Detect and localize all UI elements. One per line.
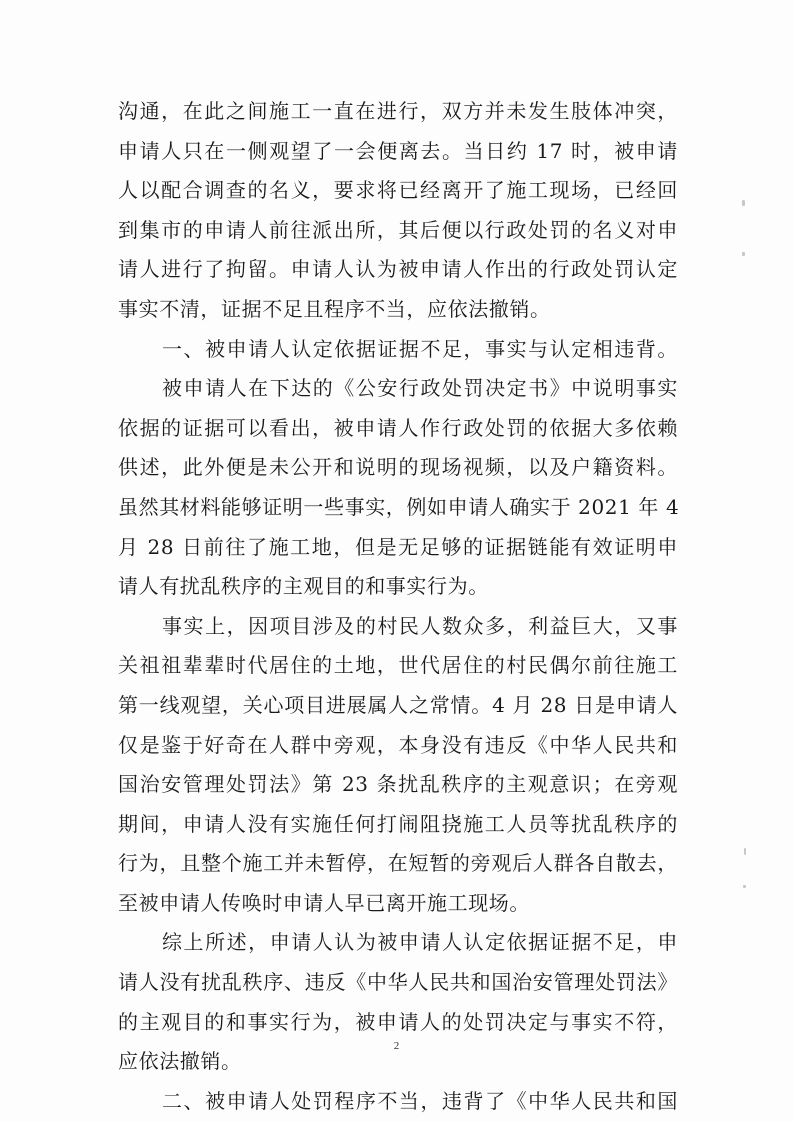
text-line: 虽然其材料能够证明一些事实，例如申请人确实于 2021 年 4 bbox=[118, 494, 680, 519]
text-line: 的主观目的和事实行为，被申请人的处罚决定与事实不符， bbox=[118, 1009, 678, 1034]
text-line: 请人有扰乱秩序的主观目的和事实行为。 bbox=[118, 574, 489, 599]
page-number: 2 bbox=[393, 1040, 400, 1052]
text-line: 依据的证据可以看出，被申请人作行政处罚的依据大多依赖 bbox=[118, 415, 678, 440]
text-line: 国治安管理处罚法》第 23 条扰乱秩序的主观意识；在旁观 bbox=[118, 772, 678, 797]
text-line: 至被申请人传唤时申请人早已离开施工现场。 bbox=[118, 890, 530, 915]
text-line: 供述，此外便是未公开和说明的现场视频，以及户籍资料。 bbox=[118, 455, 678, 480]
document-body bbox=[118, 92, 678, 1121]
text-line: 事实不清，证据不足且程序不当，应依法撤销。 bbox=[118, 296, 551, 321]
text-line: 申请人只在一侧观望了一会便离去。当日约 17 时，被申请 bbox=[118, 138, 678, 163]
text-line: 月 28 日前往了施工地，但是无足够的证据链能有效证明申 bbox=[118, 534, 678, 559]
text-line: 仅是鉴于好奇在人群中旁观，本身没有违反《中华人民共和 bbox=[118, 732, 678, 757]
text-line: 请人进行了拘留。申请人认为被申请人作出的行政处罚认定 bbox=[118, 257, 678, 282]
text-line: 第一线观望，关心项目进展属人之常情。4 月 28 日是申请人 bbox=[118, 692, 678, 717]
text-line: 到集市的申请人前往派出所，其后便以行政处罚的名义对申 bbox=[118, 217, 678, 242]
text-line: 事实上，因项目涉及的村民人数众多，利益巨大，又事 bbox=[162, 613, 678, 638]
scan-mark bbox=[743, 885, 746, 888]
text-line: 应依法撤销。 bbox=[118, 1049, 242, 1074]
section-heading: 一、被申请人认定依据证据不足，事实与认定相违背。 bbox=[162, 336, 678, 361]
scan-mark bbox=[742, 200, 745, 206]
text-line: 关祖祖辈辈时代居住的土地，世代居住的村民偶尔前往施工 bbox=[118, 653, 678, 678]
text-line: 期间，申请人没有实施任何打闹阻挠施工人员等扰乱秩序的 bbox=[118, 811, 678, 836]
section-heading: 二、被申请人处罚程序不当，违背了《中华人民共和国 bbox=[162, 1088, 678, 1113]
text-line: 请人没有扰乱秩序、违反《中华人民共和国治安管理处罚法》 bbox=[118, 970, 678, 995]
scan-mark bbox=[742, 252, 745, 256]
scan-mark bbox=[744, 848, 746, 855]
text-line: 人以配合调查的名义，要求将已经离开了施工现场，已经回 bbox=[118, 178, 678, 203]
text-line: 行为，且整个施工并未暂停，在短暂的旁观后人群各自散去， bbox=[118, 851, 678, 876]
text-line: 被申请人在下达的《公安行政处罚决定书》中说明事实 bbox=[162, 376, 678, 401]
text-line: 综上所述，申请人认为被申请人认定依据证据不足，申 bbox=[162, 930, 678, 955]
text-line: 沟通，在此之间施工一直在进行，双方并未发生肢体冲突， bbox=[118, 99, 678, 123]
